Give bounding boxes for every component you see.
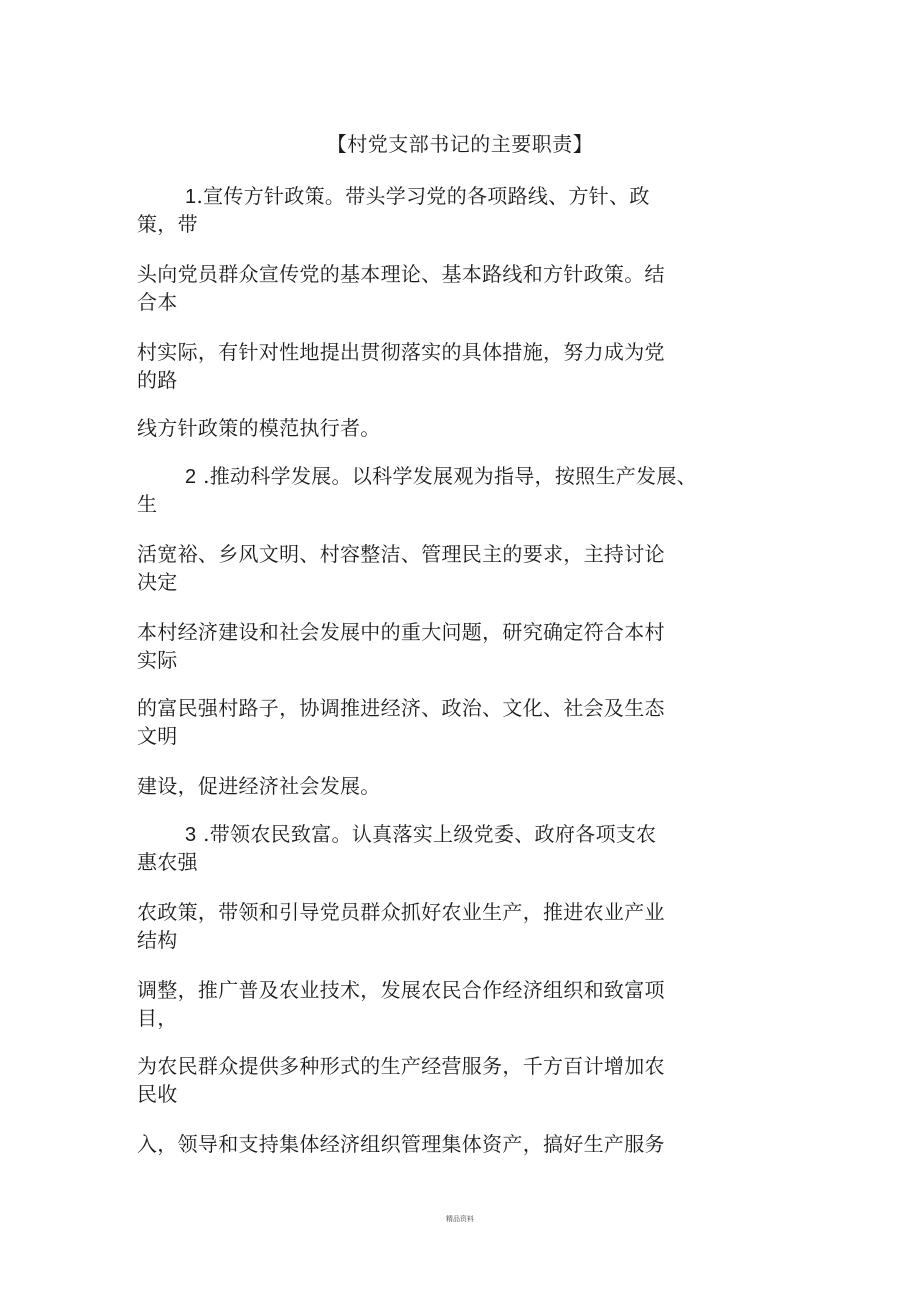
paragraph-3-line-1: 3 .带领农民致富。认真落实上级党委、政府各项支农 (185, 822, 657, 846)
paragraph-2-line-6: 实际 (137, 648, 178, 672)
paragraph-1-line-6: 的路 (137, 368, 178, 392)
paragraph-3-line-7: 为农民群众提供多种形式的生产经营服务，千方百计增加农 (137, 1054, 665, 1078)
paragraph-3-line-3: 农政策，带领和引导党员群众抓好农业生产，推进农业产业 (137, 900, 665, 924)
paragraph-1-line-5: 村实际，有针对性地提出贯彻落实的具体措施，努力成为党 (137, 340, 665, 364)
item-number-2: 2 (185, 466, 197, 488)
paragraph-3-line-2: 惠农强 (137, 850, 198, 874)
paragraph-2-line-5: 本村经济建设和社会发展中的重大问题，研究确定符合本村 (137, 620, 665, 644)
paragraph-1-line-3: 头向党员群众宣传党的基本理论、基本路线和方针政策。结 (137, 262, 665, 286)
document-title: 【村党支部书记的主要职责】 (326, 132, 594, 156)
paragraph-3-line-8: 民收 (137, 1082, 178, 1106)
paragraph-1-line-4: 合本 (137, 290, 178, 314)
paragraph-2-line-7: 的富民强村路子，协调推进经济、政治、文化、社会及生态 (137, 696, 665, 720)
paragraph-3-line-5: 调整，推广普及农业技术，发展农民合作经济组织和致富项 (137, 978, 665, 1002)
paragraph-3-line-9: 入，领导和支持集体经济组织管理集体资产，搞好生产服务 (137, 1132, 665, 1156)
paragraph-1-line-1: 1.宣传方针政策。带头学习党的各项路线、方针、政 (185, 184, 650, 208)
paragraph-2-line-8: 文明 (137, 724, 178, 748)
item-number-3: 3 (185, 824, 197, 846)
page-footer: 精品资料 (446, 1215, 474, 1223)
paragraph-2-line-4: 决定 (137, 570, 178, 594)
paragraph-2-line-9: 建设，促进经济社会发展。 (137, 774, 381, 798)
paragraph-1-line-2: 策，带 (137, 212, 198, 236)
paragraph-3-line-4: 结构 (137, 928, 178, 952)
paragraph-2-line-2: 生 (137, 492, 158, 516)
paragraph-2-line-3: 活宽裕、乡风文明、村容整洁、管理民主的要求，主持讨论 (137, 542, 665, 566)
paragraph-3-line-6: 目， (137, 1006, 178, 1030)
item-number-1: 1 (185, 186, 197, 208)
paragraph-1-line-7: 线方针政策的模范执行者。 (137, 416, 381, 440)
paragraph-2-line-1: 2 .推动科学发展。以科学发展观为指导，按照生产发展、 (185, 464, 697, 488)
